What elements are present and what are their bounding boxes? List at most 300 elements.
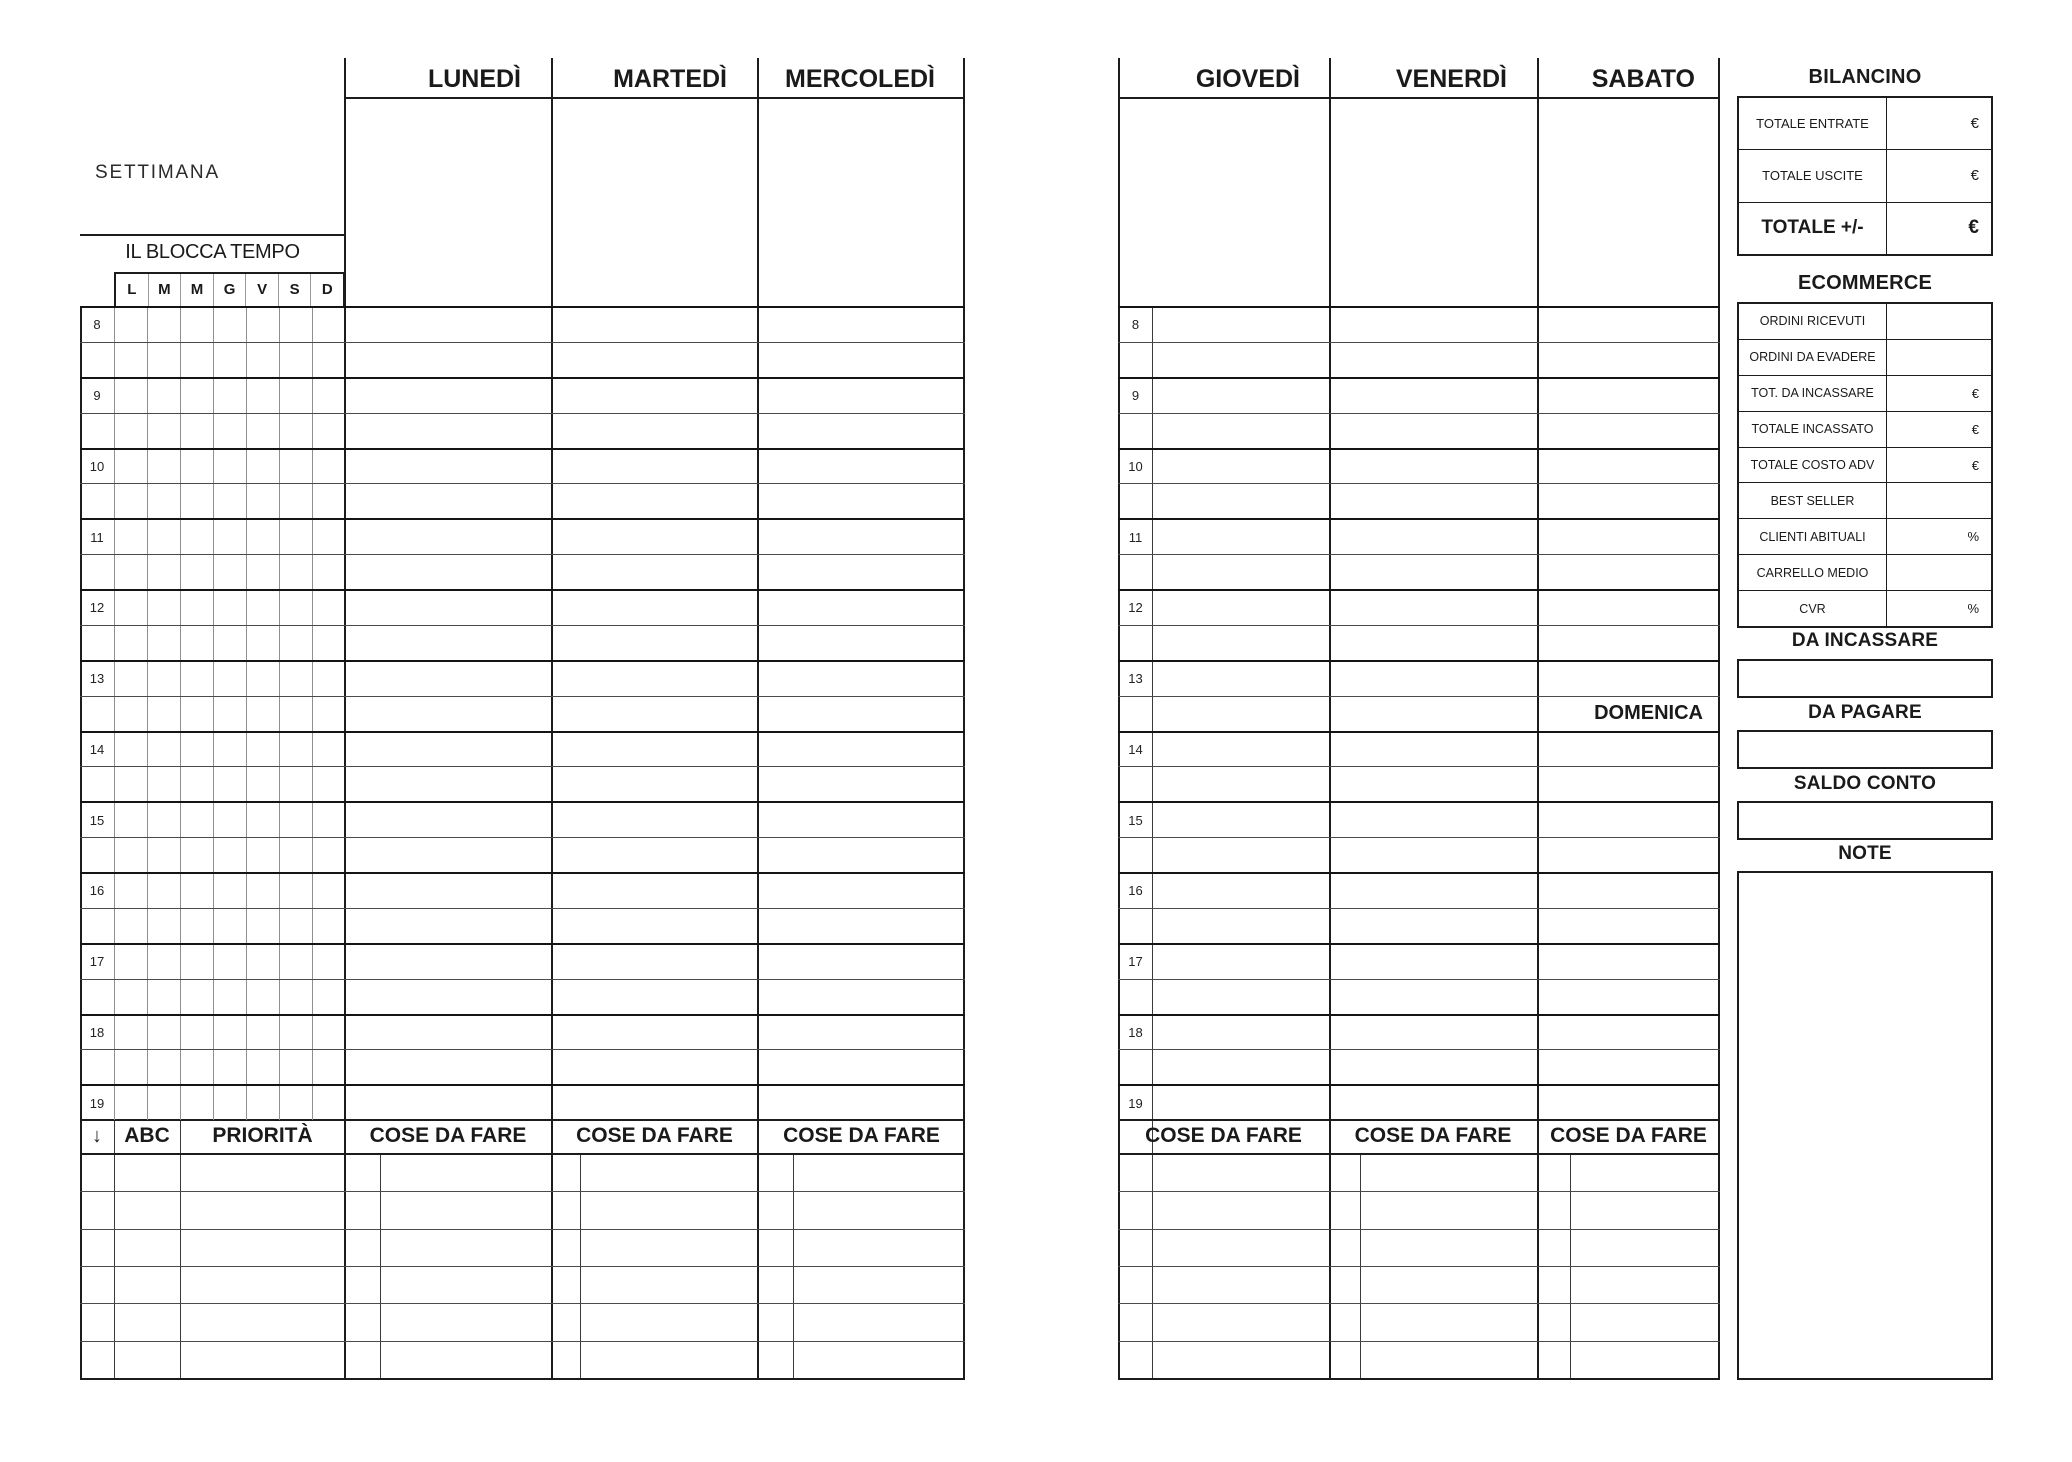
mini-week-cell[interactable]: [114, 450, 147, 484]
mini-week-cell[interactable]: [246, 945, 279, 979]
schedule-day-cell[interactable]: [1329, 662, 1537, 696]
schedule-day-cell[interactable]: [758, 803, 965, 837]
schedule-day-cell[interactable]: [1329, 1016, 1537, 1050]
schedule-day-cell[interactable]: [1537, 980, 1720, 1014]
side-table-value[interactable]: €: [1971, 457, 1979, 473]
mini-week-cell[interactable]: [246, 1050, 279, 1084]
todo-row[interactable]: [1118, 1341, 1720, 1378]
saldo-conto-box[interactable]: [1737, 801, 1993, 840]
mini-week-cell[interactable]: [147, 803, 180, 837]
mini-week-cell[interactable]: [213, 803, 246, 837]
side-table-value[interactable]: €: [1971, 421, 1979, 437]
schedule-day-cell[interactable]: [1537, 803, 1720, 837]
schedule-day-cell[interactable]: [1153, 1050, 1329, 1084]
todo-row[interactable]: [80, 1155, 965, 1191]
mini-week-cell[interactable]: [246, 484, 279, 518]
mini-week-cell[interactable]: [180, 697, 213, 731]
mini-week-cell[interactable]: [312, 555, 345, 589]
schedule-day-cell[interactable]: [1153, 909, 1329, 943]
schedule-day-cell[interactable]: [345, 767, 552, 801]
schedule-day-cell[interactable]: [1329, 1086, 1537, 1120]
mini-week-cell[interactable]: [180, 803, 213, 837]
schedule-day-cell[interactable]: [758, 1050, 965, 1084]
schedule-day-cell[interactable]: [552, 591, 759, 625]
side-table-value[interactable]: %: [1967, 529, 1979, 545]
mini-week-cell[interactable]: [213, 555, 246, 589]
mini-week-cell[interactable]: [180, 626, 213, 660]
mini-week-cell[interactable]: [279, 733, 312, 767]
mini-week-cell[interactable]: [279, 874, 312, 908]
mini-week-cell[interactable]: [213, 591, 246, 625]
schedule-day-cell[interactable]: [758, 838, 965, 872]
mini-week-cell[interactable]: [213, 1086, 246, 1120]
schedule-day-cell[interactable]: [1153, 555, 1329, 589]
mini-week-cell[interactable]: [312, 803, 345, 837]
mini-week-cell[interactable]: [180, 414, 213, 448]
schedule-day-cell[interactable]: [1537, 733, 1720, 767]
schedule-day-cell[interactable]: [1153, 767, 1329, 801]
mini-week-cell[interactable]: [213, 662, 246, 696]
schedule-day-cell[interactable]: [758, 343, 965, 377]
mini-week-cell[interactable]: [246, 980, 279, 1014]
schedule-day-cell[interactable]: [345, 591, 552, 625]
schedule-day-cell[interactable]: [552, 484, 759, 518]
mini-week-cell[interactable]: [246, 520, 279, 554]
mini-week-cell[interactable]: [147, 591, 180, 625]
mini-week-cell[interactable]: [213, 945, 246, 979]
schedule-day-cell[interactable]: [552, 1016, 759, 1050]
mini-week-cell[interactable]: [114, 379, 147, 413]
schedule-day-cell[interactable]: [1153, 1016, 1329, 1050]
schedule-day-cell[interactable]: [345, 379, 552, 413]
schedule-day-cell[interactable]: [758, 767, 965, 801]
mini-week-cell[interactable]: [180, 450, 213, 484]
mini-week-cell[interactable]: [213, 697, 246, 731]
schedule-day-cell[interactable]: [758, 308, 965, 342]
mini-week-cell[interactable]: [213, 450, 246, 484]
mini-week-cell[interactable]: [114, 662, 147, 696]
mini-week-cell[interactable]: [114, 697, 147, 731]
schedule-day-cell[interactable]: [1329, 697, 1537, 731]
schedule-day-cell[interactable]: [1153, 308, 1329, 342]
schedule-day-cell[interactable]: [1153, 484, 1329, 518]
mini-week-cell[interactable]: [147, 1086, 180, 1120]
mini-week-cell[interactable]: [279, 555, 312, 589]
schedule-day-cell[interactable]: [1329, 555, 1537, 589]
mini-week-cell[interactable]: [114, 308, 147, 342]
mini-week-cell[interactable]: [180, 555, 213, 589]
schedule-day-cell[interactable]: [345, 626, 552, 660]
mini-week-cell[interactable]: [312, 1086, 345, 1120]
mini-week-cell[interactable]: [213, 1016, 246, 1050]
todo-row[interactable]: [80, 1266, 965, 1303]
schedule-day-cell[interactable]: [758, 484, 965, 518]
week-writein-line[interactable]: [80, 234, 345, 236]
side-table-value[interactable]: [1887, 304, 1991, 339]
mini-week-cell[interactable]: [180, 343, 213, 377]
schedule-day-cell[interactable]: [1537, 767, 1720, 801]
mini-week-cell[interactable]: [147, 662, 180, 696]
mini-week-cell[interactable]: [246, 838, 279, 872]
schedule-day-cell[interactable]: [1153, 662, 1329, 696]
mini-week-cell[interactable]: [147, 626, 180, 660]
schedule-day-cell[interactable]: [345, 343, 552, 377]
schedule-day-cell[interactable]: [552, 767, 759, 801]
schedule-day-cell[interactable]: [758, 662, 965, 696]
mini-week-cell[interactable]: [147, 945, 180, 979]
mini-week-cell[interactable]: [114, 414, 147, 448]
side-table-value[interactable]: €: [1971, 385, 1979, 401]
schedule-day-cell[interactable]: [1537, 343, 1720, 377]
mini-week-cell[interactable]: [114, 874, 147, 908]
schedule-day-cell[interactable]: [345, 909, 552, 943]
mini-week-cell[interactable]: [114, 980, 147, 1014]
mini-week-cell[interactable]: [279, 767, 312, 801]
schedule-day-cell[interactable]: [345, 697, 552, 731]
mini-week-cell[interactable]: [312, 1050, 345, 1084]
mini-week-cell[interactable]: [213, 308, 246, 342]
schedule-day-cell[interactable]: [552, 555, 759, 589]
schedule-day-cell[interactable]: [758, 414, 965, 448]
side-table-value[interactable]: [1887, 555, 1991, 590]
mini-week-cell[interactable]: [213, 484, 246, 518]
schedule-day-cell[interactable]: [758, 379, 965, 413]
schedule-day-cell[interactable]: [552, 343, 759, 377]
schedule-day-cell[interactable]: [1537, 414, 1720, 448]
mini-week-cell[interactable]: [147, 414, 180, 448]
mini-week-cell[interactable]: [279, 308, 312, 342]
schedule-day-cell[interactable]: [758, 591, 965, 625]
mini-week-cell[interactable]: [312, 874, 345, 908]
mini-week-cell[interactable]: [147, 874, 180, 908]
schedule-day-cell[interactable]: [345, 414, 552, 448]
schedule-day-cell[interactable]: [1153, 379, 1329, 413]
todo-row[interactable]: [80, 1229, 965, 1266]
mini-week-cell[interactable]: [147, 697, 180, 731]
mini-week-cell[interactable]: [312, 414, 345, 448]
mini-week-cell[interactable]: [279, 484, 312, 518]
schedule-day-cell[interactable]: [552, 803, 759, 837]
mini-week-cell[interactable]: [246, 662, 279, 696]
schedule-day-cell[interactable]: [345, 1050, 552, 1084]
mini-week-cell[interactable]: [180, 909, 213, 943]
schedule-day-cell[interactable]: [552, 838, 759, 872]
mini-week-cell[interactable]: [246, 874, 279, 908]
mini-week-cell[interactable]: [279, 697, 312, 731]
mini-week-cell[interactable]: [180, 838, 213, 872]
mini-week-cell[interactable]: [279, 520, 312, 554]
schedule-day-cell[interactable]: [758, 1016, 965, 1050]
mini-week-cell[interactable]: [312, 733, 345, 767]
schedule-day-cell[interactable]: [345, 803, 552, 837]
mini-week-cell[interactable]: [246, 1016, 279, 1050]
schedule-day-cell[interactable]: [758, 697, 965, 731]
mini-week-cell[interactable]: [147, 980, 180, 1014]
mini-week-cell[interactable]: [312, 379, 345, 413]
todo-row[interactable]: [1118, 1229, 1720, 1266]
mini-week-cell[interactable]: [147, 520, 180, 554]
mini-week-cell[interactable]: [180, 980, 213, 1014]
schedule-day-cell[interactable]: [345, 838, 552, 872]
schedule-day-cell[interactable]: [1537, 662, 1720, 696]
mini-week-cell[interactable]: [312, 945, 345, 979]
schedule-day-cell[interactable]: [758, 980, 965, 1014]
mini-week-cell[interactable]: [180, 591, 213, 625]
schedule-day-cell[interactable]: [552, 945, 759, 979]
schedule-day-cell[interactable]: [552, 874, 759, 908]
schedule-day-cell[interactable]: [1329, 343, 1537, 377]
mini-week-cell[interactable]: [279, 945, 312, 979]
note-box[interactable]: [1737, 871, 1993, 1380]
schedule-day-cell[interactable]: [1537, 945, 1720, 979]
schedule-day-cell[interactable]: [552, 1086, 759, 1120]
mini-week-cell[interactable]: [114, 909, 147, 943]
mini-week-cell[interactable]: [312, 450, 345, 484]
todo-row[interactable]: [80, 1191, 965, 1228]
mini-week-cell[interactable]: [312, 484, 345, 518]
mini-week-cell[interactable]: [246, 697, 279, 731]
schedule-day-cell[interactable]: [1329, 803, 1537, 837]
mini-week-cell[interactable]: [213, 414, 246, 448]
mini-week-cell[interactable]: [213, 520, 246, 554]
mini-week-cell[interactable]: [147, 733, 180, 767]
mini-week-cell[interactable]: [279, 379, 312, 413]
schedule-day-cell[interactable]: [1153, 945, 1329, 979]
schedule-day-cell[interactable]: [1537, 626, 1720, 660]
mini-week-cell[interactable]: [246, 626, 279, 660]
mini-week-cell[interactable]: [147, 1016, 180, 1050]
todo-row[interactable]: [1118, 1155, 1720, 1191]
mini-week-cell[interactable]: [147, 909, 180, 943]
mini-week-cell[interactable]: [213, 874, 246, 908]
mini-week-cell[interactable]: [246, 308, 279, 342]
mini-week-cell[interactable]: [114, 484, 147, 518]
schedule-day-cell[interactable]: [1329, 591, 1537, 625]
schedule-day-cell[interactable]: [758, 909, 965, 943]
schedule-day-cell[interactable]: [1537, 909, 1720, 943]
mini-week-cell[interactable]: [114, 1086, 147, 1120]
schedule-day-cell[interactable]: [1537, 379, 1720, 413]
mini-week-cell[interactable]: [213, 838, 246, 872]
schedule-day-cell[interactable]: [1537, 591, 1720, 625]
schedule-day-cell[interactable]: [345, 662, 552, 696]
mini-week-cell[interactable]: [279, 662, 312, 696]
mini-week-cell[interactable]: [213, 733, 246, 767]
schedule-day-cell[interactable]: [552, 662, 759, 696]
schedule-day-cell[interactable]: [345, 555, 552, 589]
mini-week-cell[interactable]: [246, 909, 279, 943]
schedule-day-cell[interactable]: [345, 980, 552, 1014]
schedule-day-cell[interactable]: [345, 308, 552, 342]
side-table-value[interactable]: %: [1967, 601, 1979, 617]
side-table-value[interactable]: [1887, 340, 1991, 375]
schedule-day-cell[interactable]: [1537, 555, 1720, 589]
schedule-day-cell[interactable]: [1329, 733, 1537, 767]
schedule-day-cell[interactable]: [552, 520, 759, 554]
schedule-day-cell[interactable]: [1153, 980, 1329, 1014]
todo-row[interactable]: [1118, 1303, 1720, 1340]
schedule-day-cell[interactable]: [552, 414, 759, 448]
mini-week-cell[interactable]: [279, 626, 312, 660]
schedule-day-cell[interactable]: [552, 697, 759, 731]
schedule-day-cell[interactable]: [1329, 520, 1537, 554]
side-table-value[interactable]: €: [1970, 115, 1979, 133]
mini-week-cell[interactable]: [213, 379, 246, 413]
mini-week-cell[interactable]: [180, 1086, 213, 1120]
mini-week-cell[interactable]: [147, 379, 180, 413]
schedule-day-cell[interactable]: [1329, 909, 1537, 943]
mini-week-cell[interactable]: [180, 1050, 213, 1084]
schedule-day-cell[interactable]: [552, 1050, 759, 1084]
schedule-day-cell[interactable]: [345, 520, 552, 554]
schedule-day-cell[interactable]: [552, 909, 759, 943]
mini-week-cell[interactable]: [312, 767, 345, 801]
schedule-day-cell[interactable]: [1329, 414, 1537, 448]
schedule-day-cell[interactable]: [345, 945, 552, 979]
schedule-day-cell[interactable]: [1537, 1016, 1720, 1050]
schedule-day-cell[interactable]: [1329, 484, 1537, 518]
mini-week-cell[interactable]: [147, 484, 180, 518]
schedule-day-cell[interactable]: [1329, 767, 1537, 801]
mini-week-cell[interactable]: [279, 838, 312, 872]
mini-week-cell[interactable]: [114, 767, 147, 801]
mini-week-cell[interactable]: [279, 591, 312, 625]
mini-week-cell[interactable]: [246, 379, 279, 413]
schedule-day-cell[interactable]: [1153, 591, 1329, 625]
mini-week-cell[interactable]: [147, 1050, 180, 1084]
mini-week-cell[interactable]: [114, 591, 147, 625]
mini-week-cell[interactable]: [246, 767, 279, 801]
schedule-day-cell[interactable]: [345, 1086, 552, 1120]
mini-week-cell[interactable]: [180, 945, 213, 979]
schedule-day-cell[interactable]: [1329, 838, 1537, 872]
mini-week-cell[interactable]: [180, 874, 213, 908]
mini-week-cell[interactable]: [147, 308, 180, 342]
schedule-day-cell[interactable]: [345, 484, 552, 518]
mini-week-cell[interactable]: [246, 343, 279, 377]
mini-week-cell[interactable]: [213, 1050, 246, 1084]
schedule-day-cell[interactable]: [1329, 308, 1537, 342]
mini-week-cell[interactable]: [147, 450, 180, 484]
schedule-day-cell[interactable]: [345, 874, 552, 908]
mini-week-cell[interactable]: [180, 484, 213, 518]
mini-week-cell[interactable]: [246, 1086, 279, 1120]
mini-week-cell[interactable]: [114, 626, 147, 660]
schedule-day-cell[interactable]: [1329, 379, 1537, 413]
schedule-day-cell[interactable]: [758, 626, 965, 660]
schedule-day-cell[interactable]: [552, 308, 759, 342]
todo-row[interactable]: [1118, 1266, 1720, 1303]
mini-week-cell[interactable]: [147, 555, 180, 589]
schedule-day-cell[interactable]: [758, 1086, 965, 1120]
mini-week-cell[interactable]: [279, 343, 312, 377]
mini-week-cell[interactable]: [312, 697, 345, 731]
mini-week-cell[interactable]: [147, 767, 180, 801]
schedule-day-cell[interactable]: [1153, 838, 1329, 872]
schedule-day-cell[interactable]: [1537, 450, 1720, 484]
mini-week-cell[interactable]: [312, 591, 345, 625]
schedule-day-cell[interactable]: [1153, 414, 1329, 448]
schedule-day-cell[interactable]: [1537, 874, 1720, 908]
schedule-day-cell[interactable]: [552, 980, 759, 1014]
side-table-value[interactable]: €: [1968, 217, 1979, 239]
mini-week-cell[interactable]: [246, 414, 279, 448]
schedule-day-cell[interactable]: [1153, 803, 1329, 837]
schedule-day-cell[interactable]: [1329, 1050, 1537, 1084]
schedule-day-cell[interactable]: [1537, 1086, 1720, 1120]
mini-week-cell[interactable]: [279, 803, 312, 837]
mini-week-cell[interactable]: [246, 555, 279, 589]
mini-week-cell[interactable]: [180, 1016, 213, 1050]
mini-week-cell[interactable]: [180, 662, 213, 696]
mini-week-cell[interactable]: [246, 591, 279, 625]
schedule-day-cell[interactable]: [1153, 520, 1329, 554]
mini-week-cell[interactable]: [246, 733, 279, 767]
mini-week-cell[interactable]: [114, 838, 147, 872]
mini-week-cell[interactable]: [213, 980, 246, 1014]
da-incassare-box[interactable]: [1737, 659, 1993, 698]
mini-week-cell[interactable]: [279, 1016, 312, 1050]
schedule-day-cell[interactable]: [1537, 520, 1720, 554]
mini-week-cell[interactable]: [213, 343, 246, 377]
schedule-day-cell[interactable]: [758, 450, 965, 484]
mini-week-cell[interactable]: [147, 343, 180, 377]
mini-week-cell[interactable]: [114, 803, 147, 837]
schedule-day-cell[interactable]: [1153, 733, 1329, 767]
schedule-day-cell[interactable]: [1329, 450, 1537, 484]
mini-week-cell[interactable]: [114, 945, 147, 979]
schedule-day-cell[interactable]: [1153, 450, 1329, 484]
mini-week-cell[interactable]: [312, 343, 345, 377]
schedule-day-cell[interactable]: [1537, 308, 1720, 342]
schedule-day-cell[interactable]: [552, 379, 759, 413]
mini-week-cell[interactable]: [180, 308, 213, 342]
mini-week-cell[interactable]: [246, 803, 279, 837]
mini-week-cell[interactable]: [279, 414, 312, 448]
mini-week-cell[interactable]: [213, 909, 246, 943]
schedule-day-cell[interactable]: [758, 874, 965, 908]
mini-week-cell[interactable]: [312, 1016, 345, 1050]
schedule-day-cell[interactable]: [552, 626, 759, 660]
todo-row[interactable]: [1118, 1191, 1720, 1228]
schedule-day-cell[interactable]: [1153, 874, 1329, 908]
schedule-day-cell[interactable]: [345, 733, 552, 767]
schedule-day-cell[interactable]: [1153, 626, 1329, 660]
mini-week-cell[interactable]: [312, 308, 345, 342]
schedule-day-cell[interactable]: [1537, 484, 1720, 518]
mini-week-cell[interactable]: [147, 838, 180, 872]
mini-week-cell[interactable]: [312, 662, 345, 696]
mini-week-cell[interactable]: [114, 1016, 147, 1050]
schedule-day-cell[interactable]: [345, 1016, 552, 1050]
schedule-day-cell[interactable]: [1329, 626, 1537, 660]
mini-week-cell[interactable]: [312, 838, 345, 872]
schedule-day-cell[interactable]: [758, 945, 965, 979]
mini-week-cell[interactable]: [213, 626, 246, 660]
mini-week-cell[interactable]: [246, 450, 279, 484]
schedule-day-cell[interactable]: [1537, 838, 1720, 872]
schedule-day-cell[interactable]: [1153, 343, 1329, 377]
todo-row[interactable]: [80, 1341, 965, 1378]
schedule-day-cell[interactable]: [758, 555, 965, 589]
mini-week-cell[interactable]: [180, 520, 213, 554]
mini-week-cell[interactable]: [213, 767, 246, 801]
schedule-day-cell[interactable]: [552, 450, 759, 484]
mini-week-cell[interactable]: [279, 980, 312, 1014]
schedule-day-cell[interactable]: [758, 520, 965, 554]
schedule-day-cell[interactable]: [1329, 945, 1537, 979]
schedule-day-cell[interactable]: [552, 733, 759, 767]
